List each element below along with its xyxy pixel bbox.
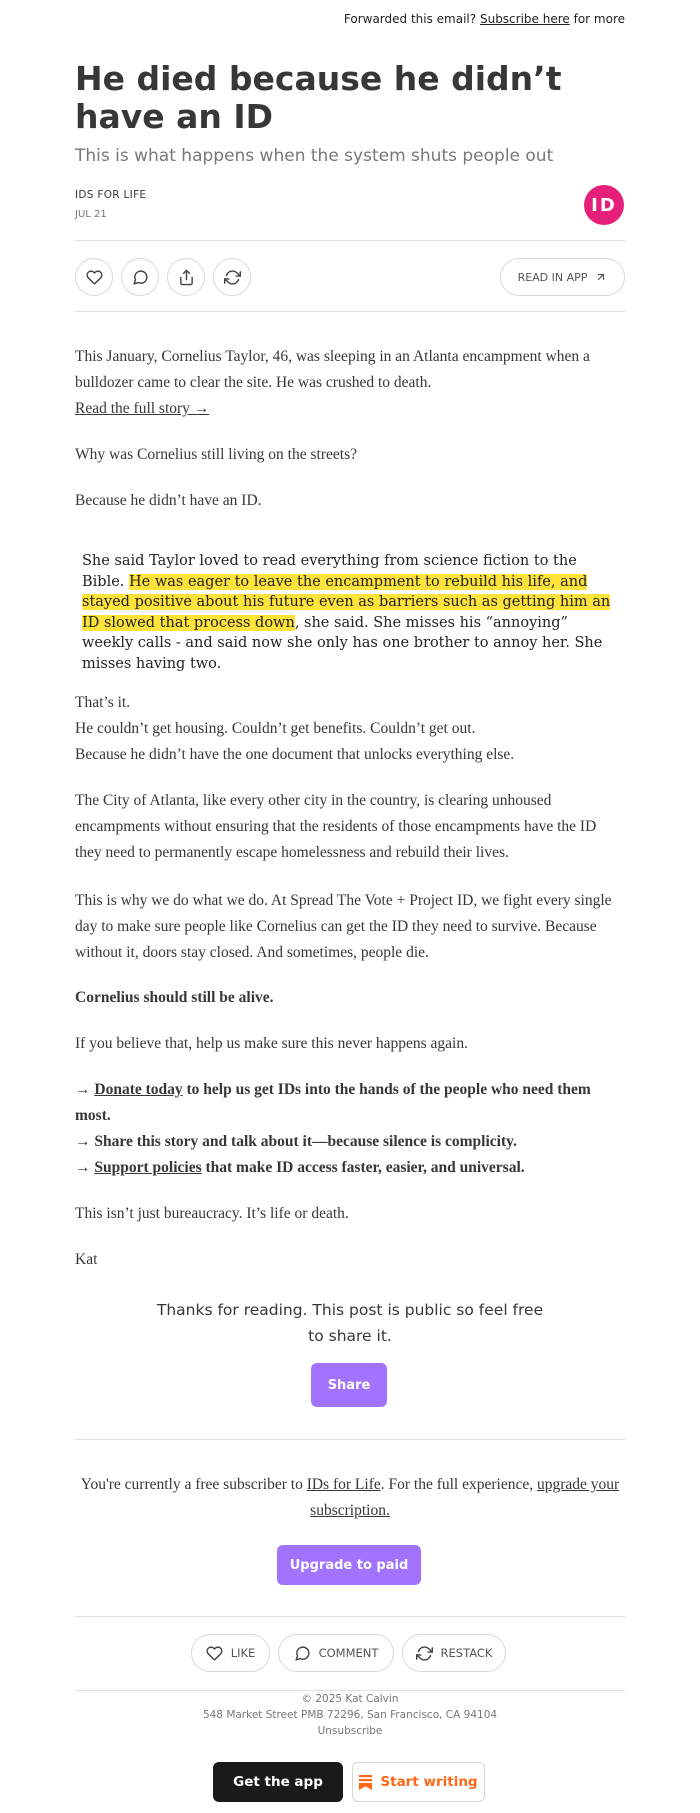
paragraph: Because he didn’t have an ID. <box>75 492 262 509</box>
cta-text: to help us get IDs into the hands of the people who need them most. <box>75 1081 591 1124</box>
support-policies-link[interactable]: Support policies <box>94 1159 202 1176</box>
restack-button[interactable] <box>213 258 251 296</box>
arrow-up-right-icon <box>595 271 607 283</box>
paragraph: The City of Atlanta, like every other city in the country, is clearing unhoused encampments without ensuring that the residents of those encampments have the ID they need to permanently escape homelessness and rebuild their lives. <box>75 792 597 861</box>
signoff: Kat <box>75 1251 98 1268</box>
subscribe-here-link[interactable]: Subscribe here <box>479 12 570 26</box>
forward-notice <box>344 12 625 26</box>
restack-label: RESTACK <box>440 1646 493 1660</box>
paragraph: If you believe that, help us make sure this never happens again. <box>75 1035 468 1052</box>
upgrade-subscription-link[interactable]: upgrade your subscription. <box>310 1476 620 1519</box>
blockquote <box>82 551 617 674</box>
paragraph: This isn’t just bureaucracy. It’s life or death. <box>75 1205 349 1222</box>
get-the-app-button[interactable]: Get the app <box>213 1762 343 1802</box>
unsubscribe-link[interactable]: Unsubscribe <box>317 1725 383 1737</box>
forward-prefix: Forwarded this email? <box>343 12 477 26</box>
paragraph-line: He couldn’t get housing. Couldn’t get benefits. Couldn’t get out. <box>75 720 476 737</box>
share-button-icon[interactable] <box>167 258 205 296</box>
paragraph-line: That’s it. <box>75 694 131 711</box>
comment-pill-button[interactable] <box>278 1634 394 1672</box>
post-subtitle: This is what happens when the system shuts people out <box>75 146 554 166</box>
read-full-story-link[interactable]: Read the full story → <box>75 400 210 417</box>
subscription-text: You're currently a free subscriber to <box>80 1476 307 1493</box>
forward-suffix: for more <box>569 12 625 26</box>
paragraph: This is why we do what we do. At Spread The Vote + Project ID, we fight every single day to make sure people like Cornelius can get the ID they need to survive. Because without it, doors stay closed. And sometimes, people die. <box>75 892 612 961</box>
upgrade-to-paid-button[interactable]: Upgrade to paid <box>277 1545 421 1585</box>
subscription-note <box>75 1472 625 1524</box>
paragraph-bold: Cornelius should still be alive. <box>75 989 274 1006</box>
comment-button[interactable] <box>121 258 159 296</box>
cta-arrow: → <box>75 1081 95 1098</box>
read-in-app-label: READ IN APP <box>517 270 588 284</box>
footer <box>75 1691 625 1739</box>
paragraph: Why was Cornelius still living on the streets? <box>75 446 357 463</box>
divider <box>75 311 625 312</box>
comment-label: COMMENT <box>318 1646 379 1660</box>
copyright: © 2025 Kat Calvin <box>301 1693 399 1705</box>
paragraph-line: Because he didn’t have the one document that unlocks everything else. <box>75 746 515 763</box>
comment-icon <box>132 269 149 286</box>
read-in-app-button[interactable] <box>500 258 625 296</box>
paragraph <box>75 344 625 422</box>
publication-name[interactable]: IDS FOR LIFE <box>75 189 147 201</box>
heart-icon <box>86 269 103 286</box>
share-icon <box>178 269 195 286</box>
comment-icon <box>294 1645 311 1662</box>
cta-text: → Share this story and talk about it—because silence is complicity. <box>75 1133 517 1150</box>
quote-text: , she said. She misses his “annoying” weekly calls - and said now she only has one brother to annoy her. She misses having two. <box>82 614 603 672</box>
paragraph <box>75 690 625 768</box>
restack-pill-button[interactable] <box>402 1634 506 1672</box>
start-writing-button[interactable] <box>352 1762 485 1802</box>
cta-arrow: → <box>75 1159 95 1176</box>
quote-text: She said Taylor loved to read everything from science fiction to the Bible. <box>82 553 577 590</box>
donate-today-link[interactable]: Donate today <box>94 1081 183 1098</box>
publication-link[interactable]: IDs for Life <box>306 1476 381 1493</box>
restack-icon <box>224 269 241 286</box>
like-button[interactable] <box>75 258 113 296</box>
publication-avatar[interactable]: ID <box>584 185 624 225</box>
call-to-action-list <box>75 1077 625 1181</box>
divider <box>75 1439 625 1440</box>
quote-highlight: He was eager to leave the encampment to rebuild his life, and stayed positive about his future even as barriers such as getting him an ID slowed that process down <box>82 573 611 631</box>
share-button[interactable]: Share <box>311 1363 387 1407</box>
divider <box>75 240 625 241</box>
heart-icon <box>206 1645 223 1662</box>
divider <box>75 1616 625 1617</box>
like-label: LIKE <box>230 1646 256 1660</box>
thanks-message: Thanks for reading. This post is public so feel free to share it. <box>156 1301 544 1345</box>
postal-address: 548 Market Street PMB 72296, San Francisco, CA 94104 <box>202 1709 498 1721</box>
paragraph-text: This January, Cornelius Taylor, 46, was sleeping in an Atlanta encampment when a bulldozer came to clear the site. He was crushed to death. <box>75 348 590 391</box>
like-pill-button[interactable] <box>191 1634 270 1672</box>
substack-logo-icon <box>359 1775 372 1790</box>
restack-icon <box>416 1645 433 1662</box>
post-date: JUL 21 <box>75 209 107 220</box>
subscription-text: . For the full experience, <box>380 1476 537 1493</box>
start-writing-label: Start writing <box>380 1774 478 1790</box>
post-title[interactable]: He died because he didn’t have an ID <box>75 59 562 136</box>
cta-text: that make ID access faster, easier, and universal. <box>201 1159 525 1176</box>
